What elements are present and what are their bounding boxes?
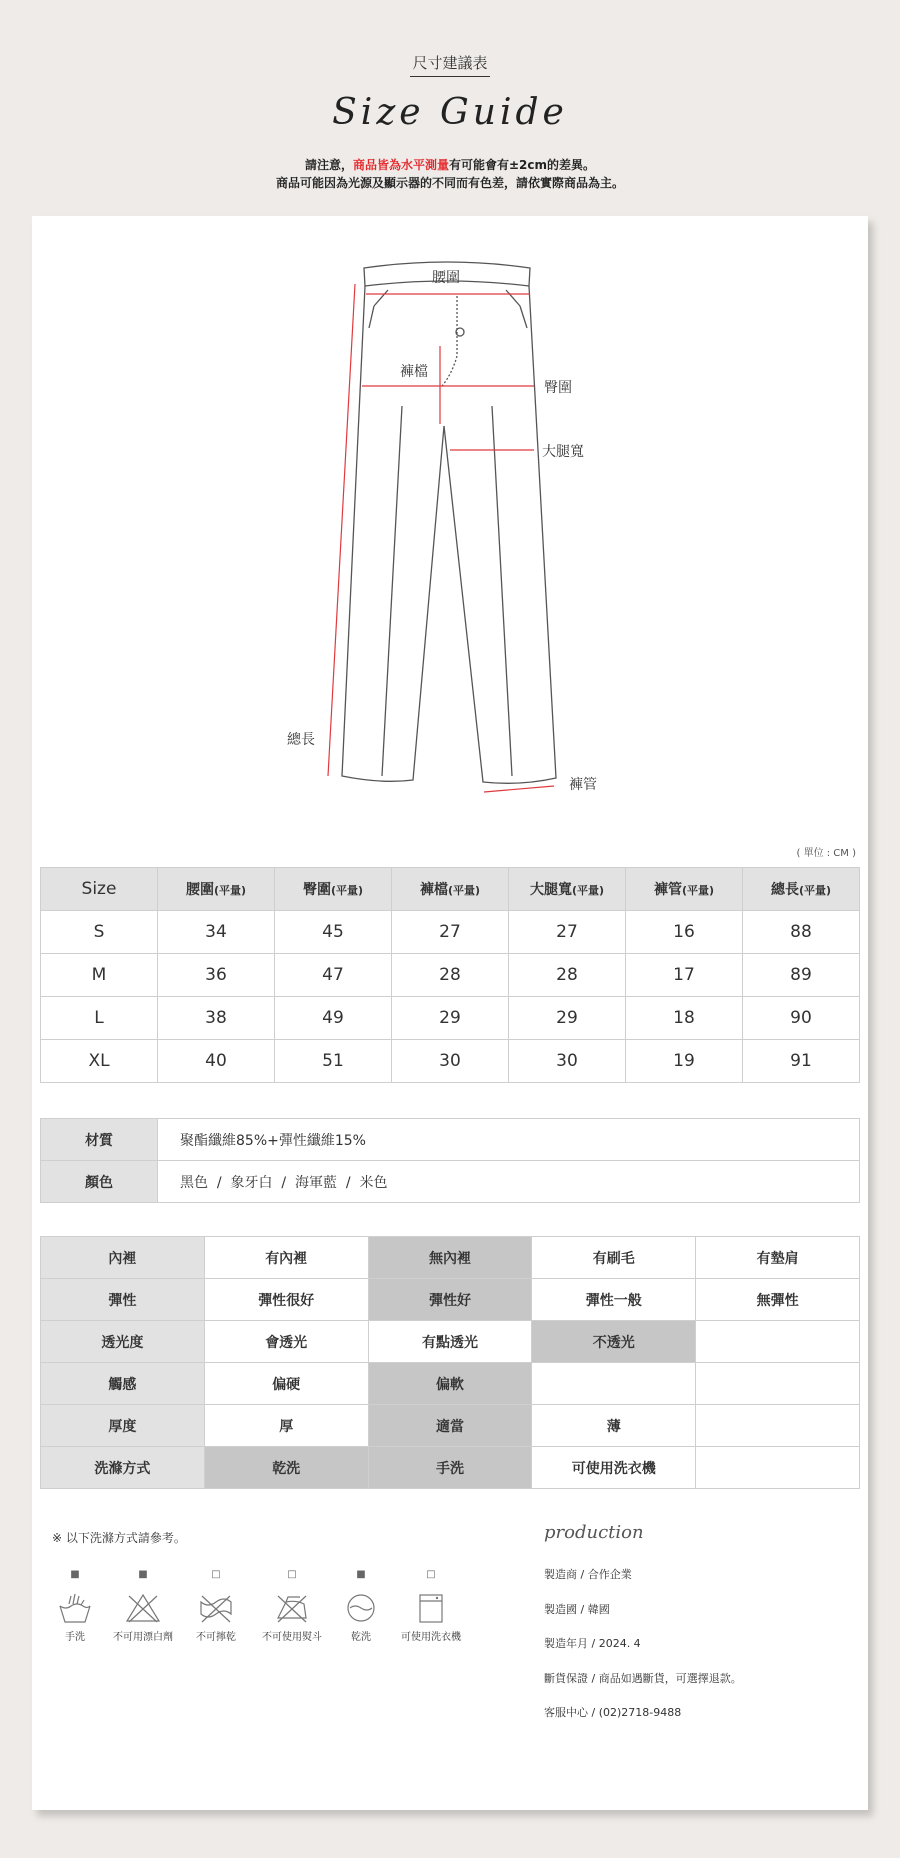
value-cell: 38 [158,997,275,1040]
wash-label: 不可使用熨斗 [262,1632,322,1643]
color-value: 黑色 / 象牙白 / 海軍藍 / 米色 [158,1161,860,1203]
wash-label: 乾洗 [351,1632,371,1643]
attribute-option-selected: 乾洗 [204,1447,368,1489]
pants-outline [342,262,556,783]
value-cell: 30 [392,1040,509,1083]
wash-mark: □ [211,1569,221,1580]
attribute-option: 彈性很好 [204,1279,368,1321]
notice [0,156,900,192]
material-row [41,1119,860,1161]
attribute-label: 洗滌方式 [41,1447,205,1489]
value-cell: 88 [743,911,860,954]
no-wring-icon [198,1592,234,1624]
value-cell: 40 [158,1040,275,1083]
production-line: 斷貨保證 / 商品如遇斷貨，可選擇退款。 [544,1672,742,1685]
value-cell: 51 [275,1040,392,1083]
attribute-option-selected: 彈性好 [368,1279,532,1321]
value-cell: 27 [509,911,626,954]
attribute-option: 彈性一般 [532,1279,696,1321]
attribute-option [696,1321,860,1363]
value-cell: 16 [626,911,743,954]
attribute-option: 薄 [532,1405,696,1447]
wash-label: 可使用洗衣機 [401,1632,461,1643]
label-length: 總長 [287,732,315,748]
value-cell: 28 [392,954,509,997]
wash-mark: ■ [356,1569,366,1580]
material-label: 材質 [41,1119,158,1161]
wash-item-hand-wash [40,1568,110,1643]
value-cell: 17 [626,954,743,997]
wash-item-no-iron [257,1568,327,1643]
production-line: 製造商 / 合作企業 [544,1568,632,1581]
notice-highlight: 商品皆為水平測量 [352,158,449,172]
table-row [41,1040,860,1083]
size-guide-card [32,216,868,1810]
material-table [40,1118,860,1203]
attribute-option: 有刷毛 [532,1237,696,1279]
wash-note: ※ 以下洗滌方式請參考。 [52,1531,186,1545]
wash-item-no-bleach [108,1568,178,1643]
attribute-label: 觸感 [41,1363,205,1405]
label-hem: 褲管 [569,777,597,793]
no-iron-icon [274,1592,310,1624]
attribute-option: 有內裡 [204,1237,368,1279]
label-waist: 腰圍 [432,270,460,286]
value-cell: 28 [509,954,626,997]
production-line: 製造國 / 韓國 [544,1603,610,1616]
attribute-label: 彈性 [41,1279,205,1321]
value-cell: 36 [158,954,275,997]
attribute-option [696,1405,860,1447]
attribute-option: 無彈性 [696,1279,860,1321]
wash-item-dry-clean [326,1568,396,1643]
value-cell: 27 [392,911,509,954]
header-col: 總長(平量) [743,868,860,911]
header-col: 褲管(平量) [626,868,743,911]
size-cell: M [41,954,158,997]
hand-wash-icon [57,1592,93,1624]
wash-mark: ■ [70,1569,80,1580]
header-col: 褲檔(平量) [392,868,509,911]
attribute-label: 透光度 [41,1321,205,1363]
value-cell: 30 [509,1040,626,1083]
attribute-option: 偏硬 [204,1363,368,1405]
value-cell: 29 [509,997,626,1040]
value-cell: 19 [626,1040,743,1083]
no-bleach-icon [125,1592,161,1624]
attribute-option-selected: 手洗 [368,1447,532,1489]
wash-label: 手洗 [65,1632,85,1643]
attribute-label: 內裡 [41,1237,205,1279]
table-row [41,954,860,997]
attribute-row [41,1237,860,1279]
label-rise: 褲檔 [400,364,428,380]
header-size: Size [41,868,158,911]
header-col: 臀圍(平量) [275,868,392,911]
table-row [41,911,860,954]
attribute-row [41,1279,860,1321]
color-row [41,1161,860,1203]
attribute-option: 可使用洗衣機 [532,1447,696,1489]
attribute-row [41,1363,860,1405]
label-hip: 臀圍 [544,380,572,396]
production-line: 客服中心 / (02)2718-9488 [544,1706,682,1719]
value-cell: 90 [743,997,860,1040]
wash-mark: ■ [138,1569,148,1580]
value-cell: 89 [743,954,860,997]
value-cell: 18 [626,997,743,1040]
attribute-option: 厚 [204,1405,368,1447]
notice-line-2: 商品可能因為光源及顯示器的不同而有色差，請依實際商品為主。 [275,176,624,190]
production-title: production [544,1522,644,1543]
wash-mark: □ [426,1569,436,1580]
value-cell: 49 [275,997,392,1040]
wash-label: 不可用漂白劑 [113,1632,173,1643]
header-col: 腰圍(平量) [158,868,275,911]
size-table-header [41,868,860,911]
production-line: 製造年月 / 2024. 4 [544,1637,641,1650]
dry-clean-icon [343,1592,379,1624]
page-title: Size Guide [332,92,568,133]
label-thigh: 大腿寬 [542,444,584,460]
washing-machine-icon [413,1592,449,1624]
wash-label: 不可擰乾 [196,1632,236,1643]
value-cell: 34 [158,911,275,954]
value-cell: 91 [743,1040,860,1083]
attribute-label: 厚度 [41,1405,205,1447]
size-cell: XL [41,1040,158,1083]
pants-diagram [32,216,868,816]
attribute-row [41,1321,860,1363]
attribute-row [41,1447,860,1489]
wash-item-no-wring [181,1568,251,1643]
header-col: 大腿寬(平量) [509,868,626,911]
size-cell: L [41,997,158,1040]
value-cell: 45 [275,911,392,954]
value-cell: 47 [275,954,392,997]
attribute-option-selected: 偏軟 [368,1363,532,1405]
attribute-row [41,1405,860,1447]
header-label: 尺寸建議表 [0,52,900,73]
attribute-option-selected: 不透光 [532,1321,696,1363]
wash-item-washing-machine [396,1568,466,1643]
attribute-option [532,1363,696,1405]
notice-line-1: 請注意，商品皆為水平測量有可能會有±2cm的差異。 [304,158,596,172]
attribute-option [696,1447,860,1489]
attribute-option: 有墊肩 [696,1237,860,1279]
size-cell: S [41,911,158,954]
table-row [41,997,860,1040]
color-label: 顏色 [41,1161,158,1203]
attribute-table [40,1236,860,1489]
wash-mark: □ [287,1569,297,1580]
attribute-option: 有點透光 [368,1321,532,1363]
unit-label: ( 單位 : CM ) [796,848,856,859]
attribute-option [696,1363,860,1405]
attribute-option-selected: 無內裡 [368,1237,532,1279]
material-value: 聚酯纖維85%+彈性纖維15% [158,1119,860,1161]
value-cell: 29 [392,997,509,1040]
attribute-option: 會透光 [204,1321,368,1363]
attribute-option-selected: 適當 [368,1405,532,1447]
size-table [40,867,860,1083]
